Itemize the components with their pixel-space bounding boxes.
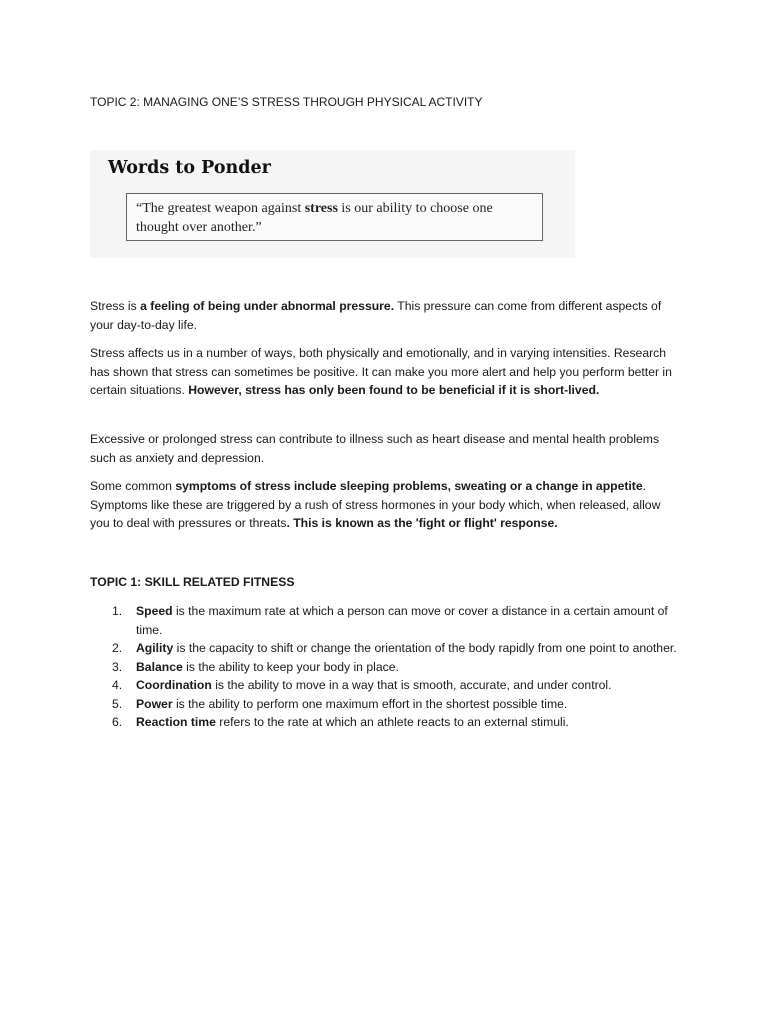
skill-description: refers to the rate at which an athlete reacts to an external stimuli. (215, 715, 569, 729)
text: Stress affects us in a number of ways, both physically and emotionally, and in varying intensities. Research has shown that stress can sometimes be positive. It can make you more alert and help you perform better in certain situations. (90, 346, 672, 397)
skill-term: Speed (136, 604, 173, 618)
skill-description: is the ability to perform one maximum effort in the shortest possible time. (172, 696, 568, 711)
list-number: 6. (112, 715, 123, 729)
list-number: 4. (112, 678, 123, 692)
list-item (90, 658, 690, 677)
list-item (90, 602, 690, 639)
text: This pressure can come from different aspects of your day-to-day life. (90, 299, 662, 332)
text: Stress is (90, 299, 141, 313)
list-number: 1. (112, 604, 123, 618)
skill-term: Power (136, 696, 173, 711)
text: Excessive or prolonged stress can contribute to illness such as heart disease and mental health problems such as anxiety and depression. (90, 432, 660, 465)
skill-term: Agility (136, 641, 174, 655)
list-number: 2. (112, 641, 123, 655)
bold-text: . This is known as the 'fight or flight' response. (286, 516, 558, 530)
list-item (90, 713, 690, 732)
skill-description: is the ability to move in a way that is smooth, accurate, and under control. (211, 678, 612, 692)
list-item (90, 676, 690, 695)
words-to-ponder-image (90, 150, 575, 258)
skill-description: is the capacity to shift or change the orientation of the body rapidly from one point to another. (173, 641, 677, 655)
text: Some common (90, 479, 176, 493)
prolonged-stress-paragraph (90, 430, 680, 467)
list-item (90, 695, 690, 714)
stress-effects-paragraph (90, 344, 680, 400)
bold-text: stress (304, 201, 338, 216)
words-to-ponder-title: Words to Ponder (108, 158, 271, 178)
text: “The greatest weapon against (136, 201, 305, 216)
skills-list (90, 602, 690, 732)
list-number: 5. (112, 696, 123, 711)
quote-text (136, 199, 538, 237)
bold-text: symptoms of stress include sleeping problems, sweating or a change in appetite (175, 479, 643, 493)
text: is our ability to choose one thought over another.” (136, 201, 493, 235)
quote-box (126, 193, 543, 241)
bold-text: However, stress has only been found to be beneficial if it is short-lived. (188, 383, 600, 397)
skill-description: is the ability to keep your body in place. (182, 659, 399, 674)
skill-term: Coordination (136, 678, 212, 692)
stress-definition-paragraph (90, 297, 680, 334)
topic1-heading: TOPIC 1: SKILL RELATED FITNESS (90, 575, 295, 589)
skill-term: Balance (136, 659, 183, 674)
list-item (90, 639, 690, 658)
skill-term: Reaction time (136, 715, 216, 729)
bold-text: a feeling of being under abnormal pressure. (140, 299, 395, 313)
skill-description: is the maximum rate at which a person can move or cover a distance in a certain amount of time. (136, 604, 668, 637)
topic2-heading: TOPIC 2: MANAGING ONE’S STRESS THROUGH PHYSICAL ACTIVITY (90, 95, 483, 109)
list-number: 3. (112, 659, 123, 674)
text: . Symptoms like these are triggered by a rush of stress hormones in your body which, when released, allow you to deal with pressures or threats (90, 479, 661, 530)
stress-symptoms-paragraph (90, 477, 680, 533)
